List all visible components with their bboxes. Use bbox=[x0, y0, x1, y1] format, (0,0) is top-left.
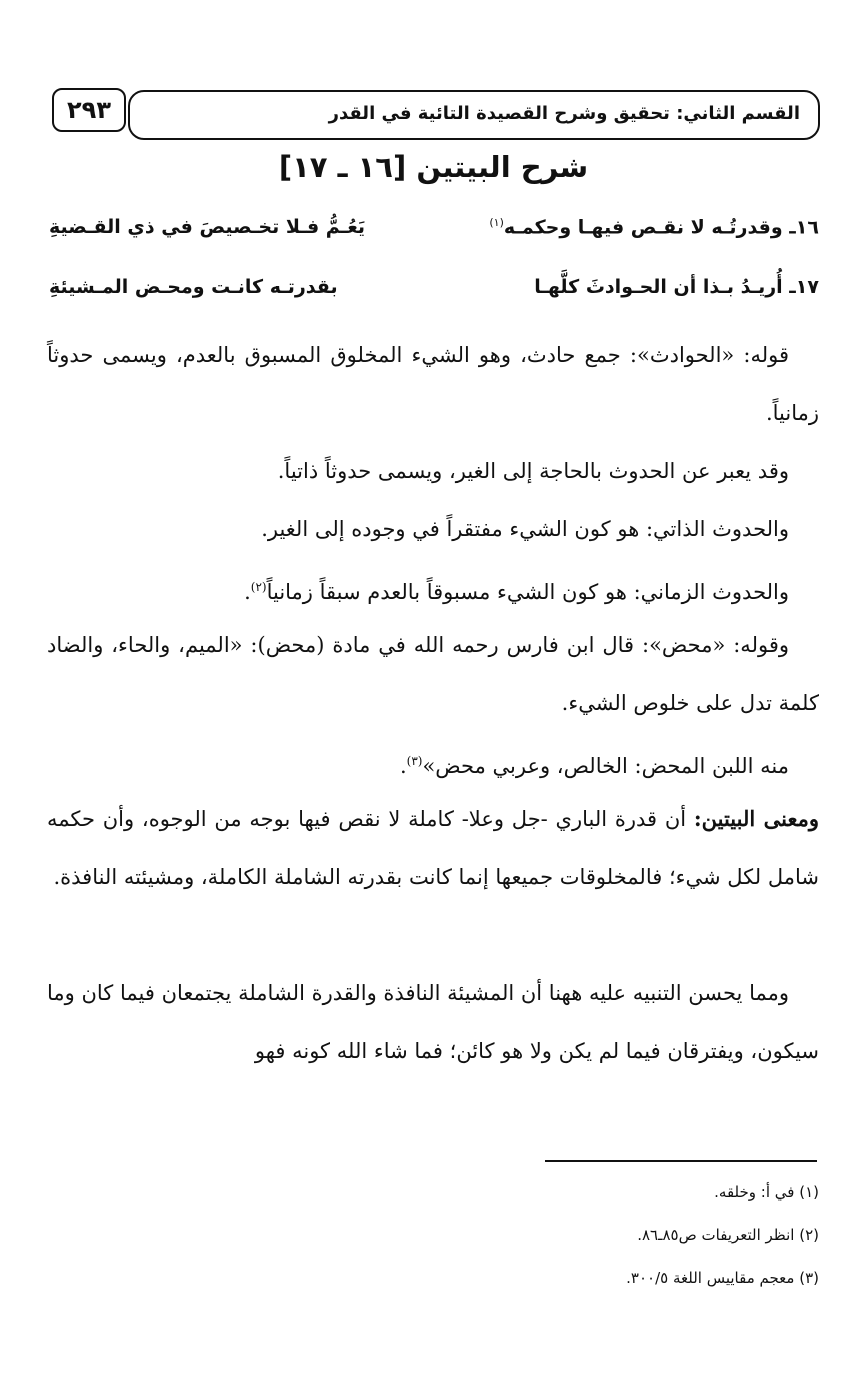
section-title: شرح البيتين [١٦ ـ ١٧] bbox=[278, 150, 589, 184]
footnote-ref-1: (١) bbox=[489, 216, 504, 229]
paragraph-laban: منه اللبن المحض: الخالص، وعربي محض»$^{(٣)}$. bbox=[399, 754, 789, 778]
paragraph-huduth-zamani: والحدوث الزماني: هو كون الشيء مسبوقاً بالعدم سبقاً زمانياً$^{(٢)}$. bbox=[244, 580, 789, 604]
paragraph-mahd: وقوله: «محض»: قال ابن فارس رحمه الله في مادة (محض): «الميم، والحاء، والضاد كلمة تدل على خلوص الشيء. bbox=[47, 633, 819, 715]
footnote-separator bbox=[545, 1160, 817, 1162]
verse-17 bbox=[49, 268, 819, 312]
paragraph-meaning: ومعنى البيتين: أن قدرة الباري -جل وعلا- كاملة لا نقص فيها بوجه من الوجوه، وأن حكمه شامل لكل شيء؛ فالمخلوقات جميعها إنما كانت بقدرته الشاملة الكاملة، ومشيئته النافذة. bbox=[47, 806, 819, 889]
footnote-3: (٣) معجم مقاييس اللغة ٣٠٠/٥. bbox=[626, 1269, 819, 1287]
paragraph-huduth-dhati: والحدوث الذاتي: هو كون الشيء مفتقراً في وجوده إلى الغير. bbox=[261, 517, 789, 541]
footnote-2: (٢) انظر التعريفات ص٨٥ـ٨٦. bbox=[637, 1226, 819, 1244]
verse-16-first-hemistich: ١٦ـ وقدرتُـه لا نقـص فيهـا وحكمـه$^{(١)}$ bbox=[489, 216, 819, 239]
running-header-title: القسم الثاني: تحقيق وشرح القصيدة التائية في القدر bbox=[328, 103, 800, 124]
footnote-ref-3: (٣) bbox=[406, 754, 423, 768]
footnote-ref-2: (٢) bbox=[250, 580, 267, 594]
running-header bbox=[128, 90, 820, 140]
paragraph-dhati-def: وقد يعبر عن الحدوث بالحاجة إلى الغير، ويسمى حدوثاً ذاتياً. bbox=[277, 459, 789, 483]
paragraph-note: ومما يحسن التنبيه عليه ههنا أن المشيئة النافذة والقدرة الشاملة يجتمعان فيما كان وما سيكون، ويفترقان فيما لم يكن ولا هو كائن؛ فما شاء الله كونه فهو bbox=[47, 981, 819, 1063]
meaning-lead: ومعنى البيتين: bbox=[693, 806, 819, 831]
footnote-1: (١) في أ: وخلقه. bbox=[714, 1183, 819, 1201]
paragraph-hawadith: قوله: «الحوادث»: جمع حادث، وهو الشيء المخلوق المسبوق بالعدم، ويسمى حدوثاً زمانياً. bbox=[47, 343, 819, 425]
verse-16 bbox=[49, 208, 819, 252]
verse-16-second-hemistich: يَعُـمُّ فـلا تخـصيصَ في ذي القـضيةِ bbox=[49, 216, 366, 238]
page-number: ٢٩٣ bbox=[52, 88, 126, 132]
verse-17-second-hemistich: بقدرتـه كانـت ومحـض المـشيئةِ bbox=[49, 276, 338, 298]
verse-17-first-hemistich: ١٧ـ أُريـدُ بـذا أن الحـوادثَ كلَّهـا bbox=[534, 276, 819, 298]
